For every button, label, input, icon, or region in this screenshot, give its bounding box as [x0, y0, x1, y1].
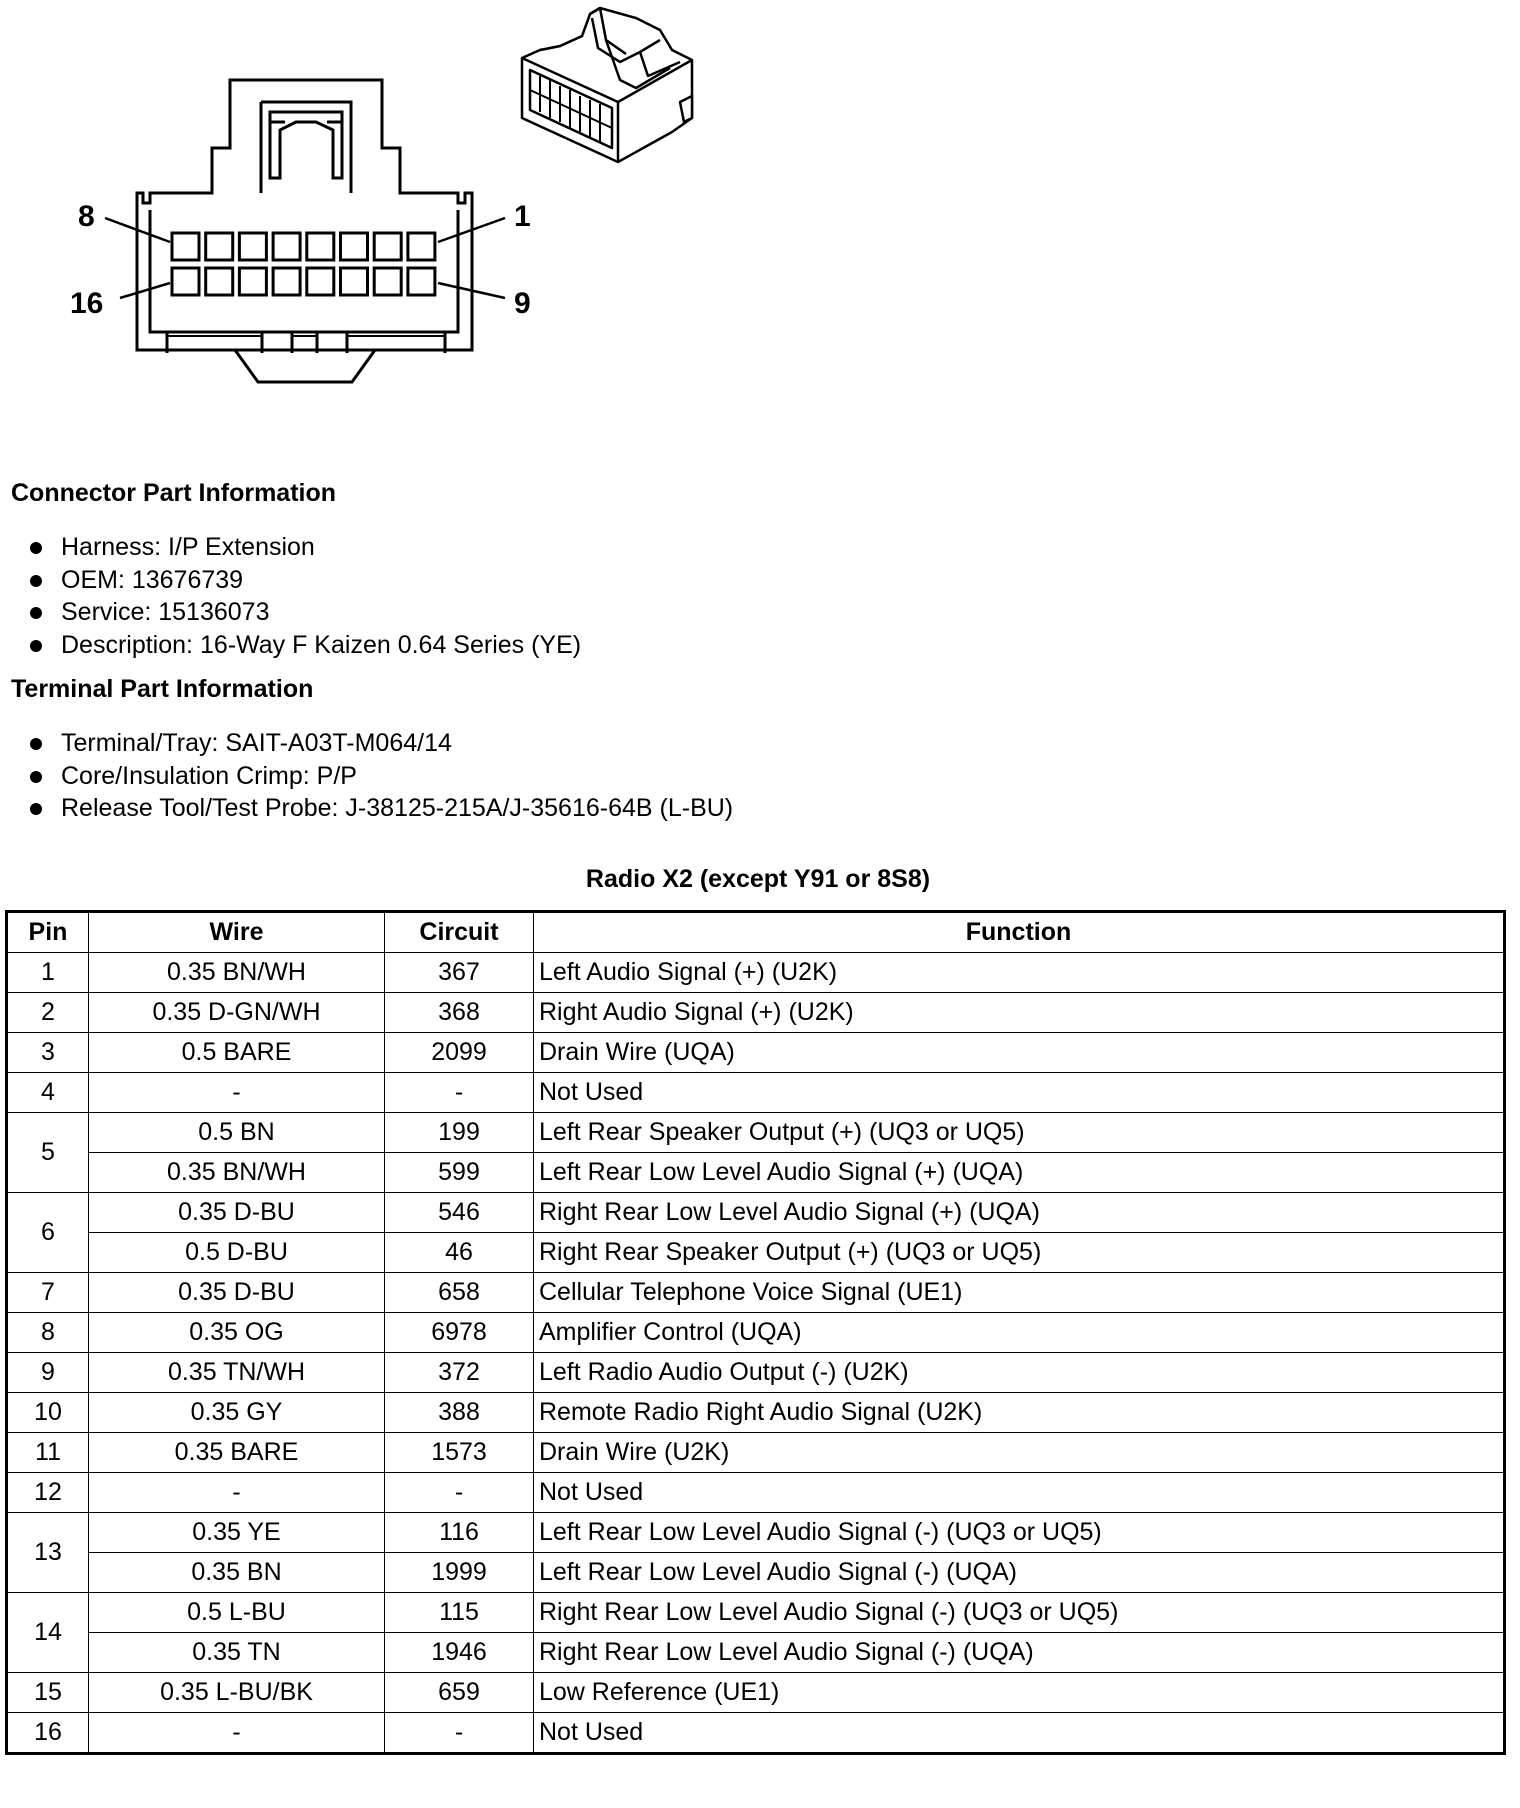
function-cell: Left Audio Signal (+) (U2K)	[534, 953, 1505, 993]
function-cell: Right Rear Speaker Output (+) (UQ3 or UQ5)	[534, 1233, 1505, 1273]
pin-cell: 7	[7, 1273, 89, 1313]
function-cell: Not Used	[534, 1073, 1505, 1113]
function-cell: Right Audio Signal (+) (U2K)	[534, 993, 1505, 1033]
pin-cavity	[206, 268, 233, 295]
function-cell: Remote Radio Right Audio Signal (U2K)	[534, 1393, 1505, 1433]
function-cell: Not Used	[534, 1473, 1505, 1513]
pin-cavity	[307, 268, 334, 295]
pin-label-9: 9	[514, 287, 531, 320]
wire-cell: 0.35 D-BU	[89, 1193, 385, 1233]
header-pin: Pin	[7, 912, 89, 953]
wire-cell: 0.5 L-BU	[89, 1593, 385, 1633]
connector-diagram	[0, 0, 760, 400]
pin-cell: 3	[7, 1033, 89, 1073]
terminal-info-list	[0, 727, 733, 825]
table-row	[7, 1073, 1505, 1113]
circuit-cell: 115	[385, 1593, 534, 1633]
function-cell: Right Rear Low Level Audio Signal (-) (UQA)	[534, 1633, 1505, 1673]
pin-cell: 12	[7, 1473, 89, 1513]
table-row	[7, 1473, 1505, 1513]
pin-cell: 14	[7, 1593, 89, 1673]
list-item: Core/Insulation Crimp: P/P	[0, 760, 733, 793]
pin-cell: 8	[7, 1313, 89, 1353]
pin-cavity	[172, 233, 199, 260]
function-cell: Cellular Telephone Voice Signal (UE1)	[534, 1273, 1505, 1313]
function-cell: Left Rear Low Level Audio Signal (+) (UQA)	[534, 1153, 1505, 1193]
pin-cavity	[408, 268, 435, 295]
wire-cell: 0.35 BN	[89, 1553, 385, 1593]
circuit-cell: -	[385, 1713, 534, 1754]
pin-cell: 1	[7, 953, 89, 993]
pin-cavity	[408, 233, 435, 260]
connector-info-title: Connector Part Information	[11, 479, 337, 507]
table-row	[7, 1353, 1505, 1393]
wire-cell: 0.5 BN	[89, 1113, 385, 1153]
function-cell: Amplifier Control (UQA)	[534, 1313, 1505, 1353]
header-function: Function	[534, 912, 1505, 953]
connector-face-view	[137, 80, 472, 382]
pin-cell: 13	[7, 1513, 89, 1593]
pin-cell: 10	[7, 1393, 89, 1433]
list-item: Harness: I/P Extension	[0, 531, 581, 564]
pin-table	[5, 910, 1506, 1755]
circuit-cell: 367	[385, 953, 534, 993]
circuit-cell: 659	[385, 1673, 534, 1713]
table-row	[7, 1233, 1505, 1273]
table-row	[7, 1313, 1505, 1353]
wire-cell: 0.5 BARE	[89, 1033, 385, 1073]
circuit-cell: 6978	[385, 1313, 534, 1353]
list-item: Service: 15136073	[0, 596, 581, 629]
pin-leader-lines	[105, 218, 505, 298]
wire-cell: -	[89, 1073, 385, 1113]
function-cell: Left Rear Low Level Audio Signal (-) (UQA)	[534, 1553, 1505, 1593]
function-cell: Right Rear Low Level Audio Signal (-) (UQ3 or UQ5)	[534, 1593, 1505, 1633]
table-row	[7, 1713, 1505, 1754]
wire-cell: 0.35 TN	[89, 1633, 385, 1673]
table-row	[7, 1433, 1505, 1473]
pin-cell: 15	[7, 1673, 89, 1713]
wire-cell: 0.35 BN/WH	[89, 953, 385, 993]
wire-cell: 0.35 D-BU	[89, 1273, 385, 1313]
circuit-cell: 1999	[385, 1553, 534, 1593]
function-cell: Left Radio Audio Output (-) (U2K)	[534, 1353, 1505, 1393]
wire-cell: 0.35 GY	[89, 1393, 385, 1433]
circuit-cell: 116	[385, 1513, 534, 1553]
function-cell: Low Reference (UE1)	[534, 1673, 1505, 1713]
pin-cell: 2	[7, 993, 89, 1033]
table-row	[7, 1193, 1505, 1233]
pin-cavity	[341, 268, 368, 295]
table-row	[7, 1553, 1505, 1593]
table-row	[7, 1513, 1505, 1553]
list-item: Terminal/Tray: SAIT-A03T-M064/14	[0, 727, 733, 760]
circuit-cell: 388	[385, 1393, 534, 1433]
terminal-info-title: Terminal Part Information	[11, 675, 314, 703]
pin-cell: 9	[7, 1353, 89, 1393]
pin-cavity	[307, 233, 334, 260]
pin-cavity	[273, 268, 300, 295]
pin-label-8: 8	[78, 200, 95, 233]
pin-cell: 16	[7, 1713, 89, 1754]
pin-label-1: 1	[514, 200, 531, 233]
pin-cavity	[206, 233, 233, 260]
list-item: OEM: 13676739	[0, 564, 581, 597]
function-cell: Left Rear Low Level Audio Signal (-) (UQ3 or UQ5)	[534, 1513, 1505, 1553]
wire-cell: 0.35 BARE	[89, 1433, 385, 1473]
circuit-cell: 368	[385, 993, 534, 1033]
pin-cavity-grid	[172, 233, 435, 295]
pin-cavity	[172, 268, 199, 295]
function-cell: Not Used	[534, 1713, 1505, 1754]
pin-cavity	[374, 233, 401, 260]
table-title: Radio X2 (except Y91 or 8S8)	[585, 865, 931, 893]
pin-cavity	[341, 233, 368, 260]
pin-cavity	[239, 268, 266, 295]
function-cell: Left Rear Speaker Output (+) (UQ3 or UQ5)	[534, 1113, 1505, 1153]
circuit-cell: -	[385, 1473, 534, 1513]
wire-cell: 0.35 D-GN/WH	[89, 993, 385, 1033]
wire-cell: 0.35 TN/WH	[89, 1353, 385, 1393]
function-cell: Drain Wire (UQA)	[534, 1033, 1505, 1073]
connector-info-list	[0, 531, 581, 662]
pin-cell: 5	[7, 1113, 89, 1193]
table-row	[7, 953, 1505, 993]
list-item: Description: 16-Way F Kaizen 0.64 Series (YE)	[0, 629, 581, 662]
connector-3d-view	[522, 8, 692, 162]
wire-cell: -	[89, 1473, 385, 1513]
pin-cell: 11	[7, 1433, 89, 1473]
table-row	[7, 1673, 1505, 1713]
wire-cell: 0.35 BN/WH	[89, 1153, 385, 1193]
circuit-cell: 372	[385, 1353, 534, 1393]
wire-cell: 0.35 YE	[89, 1513, 385, 1553]
table-row	[7, 1273, 1505, 1313]
header-circuit: Circuit	[385, 912, 534, 953]
table-row	[7, 993, 1505, 1033]
table-row	[7, 1593, 1505, 1633]
pin-cell: 6	[7, 1193, 89, 1273]
table-row	[7, 1113, 1505, 1153]
function-cell: Drain Wire (U2K)	[534, 1433, 1505, 1473]
header-wire: Wire	[89, 912, 385, 953]
table-row	[7, 1153, 1505, 1193]
circuit-cell: -	[385, 1073, 534, 1113]
table-header-row	[7, 912, 1505, 953]
pin-cavity	[273, 233, 300, 260]
pin-cavity	[239, 233, 266, 260]
wire-cell: 0.35 OG	[89, 1313, 385, 1353]
pin-label-16: 16	[70, 287, 104, 320]
circuit-cell: 46	[385, 1233, 534, 1273]
wire-cell: -	[89, 1713, 385, 1754]
pin-cell: 4	[7, 1073, 89, 1113]
circuit-cell: 658	[385, 1273, 534, 1313]
circuit-cell: 199	[385, 1113, 534, 1153]
circuit-cell: 599	[385, 1153, 534, 1193]
circuit-cell: 2099	[385, 1033, 534, 1073]
wire-cell: 0.5 D-BU	[89, 1233, 385, 1273]
table-row	[7, 1393, 1505, 1433]
list-item: Release Tool/Test Probe: J-38125-215A/J-35616-64B (L-BU)	[0, 792, 733, 825]
table-row	[7, 1033, 1505, 1073]
function-cell: Right Rear Low Level Audio Signal (+) (UQA)	[534, 1193, 1505, 1233]
circuit-cell: 1573	[385, 1433, 534, 1473]
circuit-cell: 546	[385, 1193, 534, 1233]
wire-cell: 0.35 L-BU/BK	[89, 1673, 385, 1713]
pin-cavity	[374, 268, 401, 295]
table-row	[7, 1633, 1505, 1673]
circuit-cell: 1946	[385, 1633, 534, 1673]
